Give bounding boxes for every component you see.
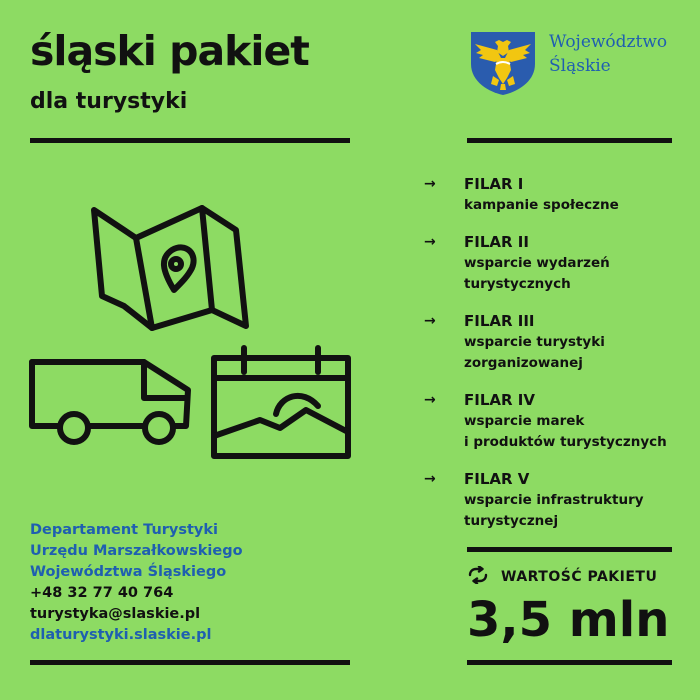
map-icon — [94, 208, 246, 328]
website-link[interactable]: dlaturystyki.slaskie.pl — [30, 627, 212, 643]
arrow-right-icon: → — [424, 471, 436, 487]
organization-name-line2: Śląskie — [549, 56, 611, 76]
arrow-right-icon: → — [424, 392, 436, 408]
divider-bottom-left — [30, 660, 350, 665]
pillar-item — [424, 232, 694, 295]
brand-subtitle: dla turystyki — [30, 89, 188, 114]
pillar-title: FILAR IV — [464, 391, 535, 409]
organization-name — [549, 30, 667, 78]
arrow-right-icon: → — [424, 313, 436, 329]
pillar-item — [424, 311, 694, 374]
office-name: Urzędu Marszałkowskiego — [30, 543, 243, 559]
email-link[interactable]: turystyka@slaskie.pl — [30, 606, 201, 622]
pillar-description: wsparcie infrastruktury turystycznej — [464, 492, 644, 529]
pillar-item — [424, 174, 694, 216]
divider-top-right — [467, 138, 672, 143]
arrow-right-icon: → — [424, 176, 436, 192]
calendar-landscape-icon — [214, 348, 348, 456]
pillar-title: FILAR V — [464, 470, 530, 488]
pillar-item — [424, 390, 694, 453]
pillar-title: FILAR I — [464, 175, 524, 193]
contact-block — [30, 520, 243, 646]
department-name: Departament Turystyki — [30, 522, 218, 538]
package-value-label — [467, 566, 657, 588]
tourism-illustration — [26, 200, 356, 465]
pillar-title: FILAR II — [464, 233, 529, 251]
pillar-title: FILAR III — [464, 312, 535, 330]
van-icon — [32, 362, 188, 442]
region-name: Województwa Śląskiego — [30, 564, 227, 580]
organization-name-line1: Województwo — [549, 32, 668, 52]
divider-top-left — [30, 138, 350, 143]
pillars-list — [424, 174, 694, 548]
coat-of-arms-icon — [467, 28, 539, 96]
pillar-description: wsparcie turystyki zorganizowanej — [464, 334, 605, 371]
pillar-item — [424, 469, 694, 532]
pillar-description: wsparcie marek i produktów turystycznych — [464, 413, 667, 450]
phone-number: +48 32 77 40 764 — [30, 585, 174, 601]
pillar-description: wsparcie wydarzeń turystycznych — [464, 255, 610, 292]
refresh-arrows-icon — [467, 566, 489, 588]
brand-title: śląski pakiet — [30, 27, 309, 75]
arrow-right-icon: → — [424, 234, 436, 250]
package-value-label-text: WARTOŚĆ PAKIETU — [501, 569, 658, 585]
package-value-amount: 3,5 mln — [467, 592, 670, 648]
pillar-description: kampanie społeczne — [464, 197, 619, 213]
divider-bottom-right — [467, 660, 672, 665]
